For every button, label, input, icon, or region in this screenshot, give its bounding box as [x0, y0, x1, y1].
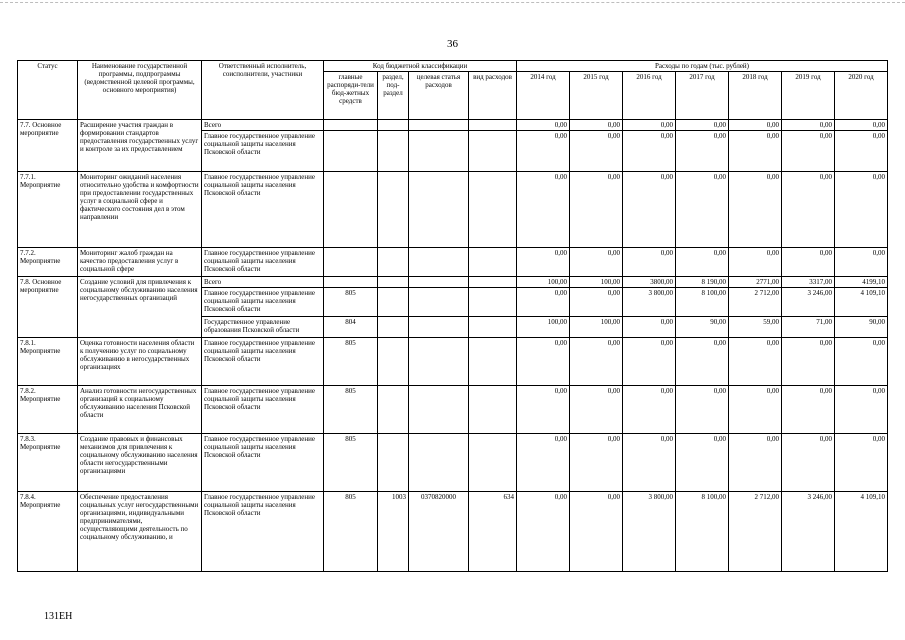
cell-grbs	[324, 277, 378, 288]
cell-target	[409, 131, 469, 172]
cell-type	[469, 338, 517, 386]
cell-value: 0,00	[623, 434, 676, 492]
cell-type	[469, 317, 517, 338]
row-executor: Главное государственное управление социальной защиты населения Псковской области	[202, 131, 324, 172]
cell-section	[378, 386, 409, 434]
cell-value: 0,00	[676, 386, 729, 434]
cell-grbs	[324, 248, 378, 277]
row-status: 7.8.1. Мероприятие	[18, 338, 78, 386]
table-row	[18, 434, 888, 492]
cell-type	[469, 434, 517, 492]
cell-value: 0,00	[570, 492, 623, 572]
cell-value: 71,00	[782, 317, 835, 338]
cell-target: 0370820000	[409, 492, 469, 572]
row-executor: Главное государственное управление социальной защиты населения Псковской области	[202, 338, 324, 386]
cell-value: 0,00	[782, 338, 835, 386]
cell-value: 2 712,00	[729, 288, 782, 317]
cell-section: 1003	[378, 492, 409, 572]
cell-type	[469, 120, 517, 131]
cell-section	[378, 120, 409, 131]
cell-type	[469, 386, 517, 434]
row-name: Мониторинг ожиданий населения относительно удобства и комфортности при предоставлении государственных услуг в социальной сфере и фактического состояния дел в этом направлении	[78, 172, 202, 248]
cell-type	[469, 131, 517, 172]
cell-value: 0,00	[623, 248, 676, 277]
cell-value: 8 190,00	[676, 277, 729, 288]
cell-value: 90,00	[835, 317, 888, 338]
row-status: 7.8.2. Мероприятие	[18, 386, 78, 434]
cell-value: 0,00	[835, 172, 888, 248]
cell-type	[469, 277, 517, 288]
cell-value: 0,00	[517, 338, 570, 386]
cell-grbs: 805	[324, 288, 378, 317]
row-name: Создание правовых и финансовых механизмов для привлечения к социальному обслуживанию населения области негосударственными организациями	[78, 434, 202, 492]
cell-value: 100,00	[570, 317, 623, 338]
table-row	[18, 120, 888, 131]
cell-value: 0,00	[623, 338, 676, 386]
cell-value: 0,00	[517, 131, 570, 172]
cell-value: 4 109,10	[835, 492, 888, 572]
cell-value: 0,00	[517, 172, 570, 248]
header-name: Наименование государственной программы, подпрограммы (ведомственной целевой программы, основного мероприятия)	[78, 61, 202, 120]
cell-section	[378, 288, 409, 317]
row-name: Расширение участия граждан в формировании стандартов предоставления государственных услуг и контроле за их предоставлением	[78, 120, 202, 172]
cell-value: 0,00	[835, 131, 888, 172]
cell-value: 100,00	[517, 277, 570, 288]
table-row	[18, 248, 888, 277]
row-executor: Государственное управление образования Псковской области	[202, 317, 324, 338]
cell-value: 100,00	[517, 317, 570, 338]
header-status: Статус	[18, 61, 78, 120]
cell-target	[409, 248, 469, 277]
header-target: целевая статья расходов	[409, 72, 469, 120]
cell-value: 0,00	[782, 131, 835, 172]
cell-value: 0,00	[676, 248, 729, 277]
cell-value: 0,00	[623, 386, 676, 434]
cell-value: 0,00	[570, 288, 623, 317]
cell-value: 8 100,00	[676, 288, 729, 317]
budget-table	[17, 60, 888, 572]
cell-value: 59,00	[729, 317, 782, 338]
row-executor: Главное государственное управление социальной защиты населения Псковской области	[202, 492, 324, 572]
cell-target	[409, 317, 469, 338]
header-expenses: Расходы по годам (тыс. рублей)	[517, 61, 888, 72]
cell-value: 0,00	[570, 172, 623, 248]
cell-section	[378, 317, 409, 338]
row-status: 7.7. Основное мероприятие	[18, 120, 78, 172]
cell-type	[469, 288, 517, 317]
header-year: 2017 год	[676, 72, 729, 120]
row-status: 7.7.2. Мероприятие	[18, 248, 78, 277]
cell-value: 0,00	[729, 172, 782, 248]
cell-value: 0,00	[729, 434, 782, 492]
row-name: Обеспечение предоставления социальных услуг негосударственными организациями, индивидуальными предпринимателями, осуществляющими деятельность по социальному обслуживанию, и	[78, 492, 202, 572]
header-executor: Ответственный исполнитель, соисполнители, участники	[202, 61, 324, 120]
cell-value: 3 800,00	[623, 288, 676, 317]
scan-edge-line	[0, 2, 905, 3]
cell-section	[378, 172, 409, 248]
row-status: 7.8.3. Мероприятие	[18, 434, 78, 492]
cell-value: 3317,00	[782, 277, 835, 288]
header-year: 2016 год	[623, 72, 676, 120]
cell-value: 0,00	[782, 172, 835, 248]
cell-grbs: 804	[324, 317, 378, 338]
cell-value: 3 246,00	[782, 492, 835, 572]
cell-value: 0,00	[517, 288, 570, 317]
cell-target	[409, 172, 469, 248]
header-year: 2014 год	[517, 72, 570, 120]
page-number: 36	[447, 38, 458, 50]
row-name: Анализ готовности негосударственных организаций к социальному обслуживанию населения Псковской области	[78, 386, 202, 434]
cell-value: 2771,00	[729, 277, 782, 288]
cell-target	[409, 120, 469, 131]
cell-value: 0,00	[517, 434, 570, 492]
cell-value: 3 800,00	[623, 492, 676, 572]
cell-section	[378, 338, 409, 386]
cell-value: 0,00	[729, 248, 782, 277]
table-row	[18, 172, 888, 248]
cell-value: 0,00	[570, 338, 623, 386]
cell-value: 0,00	[782, 248, 835, 277]
cell-value: 0,00	[676, 338, 729, 386]
cell-grbs: 805	[324, 338, 378, 386]
header-year: 2018 год	[729, 72, 782, 120]
cell-value: 90,00	[676, 317, 729, 338]
row-executor: Главное государственное управление социальной защиты населения Псковской области	[202, 172, 324, 248]
cell-target	[409, 386, 469, 434]
row-status: 7.8.4. Мероприятие	[18, 492, 78, 572]
cell-grbs	[324, 172, 378, 248]
cell-target	[409, 288, 469, 317]
row-executor: Всего	[202, 277, 324, 288]
cell-value: 4199,10	[835, 277, 888, 288]
cell-value: 4 109,10	[835, 288, 888, 317]
cell-value: 0,00	[623, 120, 676, 131]
cell-grbs	[324, 120, 378, 131]
cell-value: 0,00	[570, 131, 623, 172]
document-footer-code: 131EH	[44, 611, 73, 622]
cell-value: 3 246,00	[782, 288, 835, 317]
header-section: раздел, под-раздел	[378, 72, 409, 120]
cell-value: 0,00	[676, 434, 729, 492]
cell-grbs: 805	[324, 492, 378, 572]
cell-grbs: 805	[324, 386, 378, 434]
cell-value: 0,00	[782, 120, 835, 131]
cell-value: 0,00	[570, 248, 623, 277]
cell-value: 0,00	[676, 172, 729, 248]
cell-target	[409, 277, 469, 288]
table-row	[18, 338, 888, 386]
cell-value: 0,00	[623, 172, 676, 248]
cell-value: 0,00	[676, 120, 729, 131]
cell-value: 0,00	[517, 386, 570, 434]
cell-value: 100,00	[570, 277, 623, 288]
cell-value: 0,00	[570, 120, 623, 131]
cell-value: 0,00	[517, 492, 570, 572]
cell-value: 3800,00	[623, 277, 676, 288]
cell-value: 0,00	[835, 338, 888, 386]
header-grbs: главные распоряди-тели бюд-жетных средств	[324, 72, 378, 120]
cell-value: 0,00	[782, 386, 835, 434]
row-executor: Главное государственное управление социальной защиты населения Псковской области	[202, 434, 324, 492]
header-year: 2015 год	[570, 72, 623, 120]
cell-type	[469, 248, 517, 277]
cell-value: 0,00	[729, 131, 782, 172]
row-status: 7.7.1. Мероприятие	[18, 172, 78, 248]
header-budget-classification: Код бюджетной классификации	[324, 61, 517, 72]
row-executor: Главное государственное управление социальной защиты населения Псковской области	[202, 248, 324, 277]
cell-type	[469, 172, 517, 248]
table-header	[18, 61, 888, 120]
cell-section	[378, 277, 409, 288]
cell-value: 0,00	[729, 386, 782, 434]
cell-value: 0,00	[623, 317, 676, 338]
cell-value: 8 100,00	[676, 492, 729, 572]
row-name: Мониторинг жалоб граждан на качество предоставления услуг в социальной сфере	[78, 248, 202, 277]
cell-target	[409, 434, 469, 492]
table-row	[18, 277, 888, 288]
cell-value: 0,00	[835, 248, 888, 277]
table-row	[18, 386, 888, 434]
header-year: 2020 год	[835, 72, 888, 120]
cell-value: 0,00	[623, 131, 676, 172]
cell-type: 634	[469, 492, 517, 572]
cell-value: 0,00	[729, 338, 782, 386]
row-status: 7.8. Основное мероприятие	[18, 277, 78, 338]
cell-value: 0,00	[729, 120, 782, 131]
header-type: вид расходов	[469, 72, 517, 120]
cell-value: 0,00	[835, 120, 888, 131]
header-year: 2019 год	[782, 72, 835, 120]
cell-value: 0,00	[782, 434, 835, 492]
cell-value: 0,00	[517, 120, 570, 131]
cell-section	[378, 248, 409, 277]
row-executor: Всего	[202, 120, 324, 131]
table-row	[18, 492, 888, 572]
cell-grbs: 805	[324, 434, 378, 492]
cell-value: 0,00	[676, 131, 729, 172]
cell-value: 0,00	[570, 434, 623, 492]
row-executor: Главное государственное управление социальной защиты населения Псковской области	[202, 386, 324, 434]
cell-value: 2 712,00	[729, 492, 782, 572]
cell-value: 0,00	[517, 248, 570, 277]
cell-target	[409, 338, 469, 386]
cell-value: 0,00	[835, 386, 888, 434]
cell-value: 0,00	[835, 434, 888, 492]
row-name: Создание условий для привлечения к социальному обслуживанию населения негосударственных организаций	[78, 277, 202, 338]
cell-value: 0,00	[570, 386, 623, 434]
cell-section	[378, 131, 409, 172]
cell-section	[378, 434, 409, 492]
row-executor: Главное государственное управление социальной защиты населения Псковской области	[202, 288, 324, 317]
row-name: Оценка готовности населения области к получению услуг по социальному обслуживанию в негосударственных организациях	[78, 338, 202, 386]
cell-grbs	[324, 131, 378, 172]
